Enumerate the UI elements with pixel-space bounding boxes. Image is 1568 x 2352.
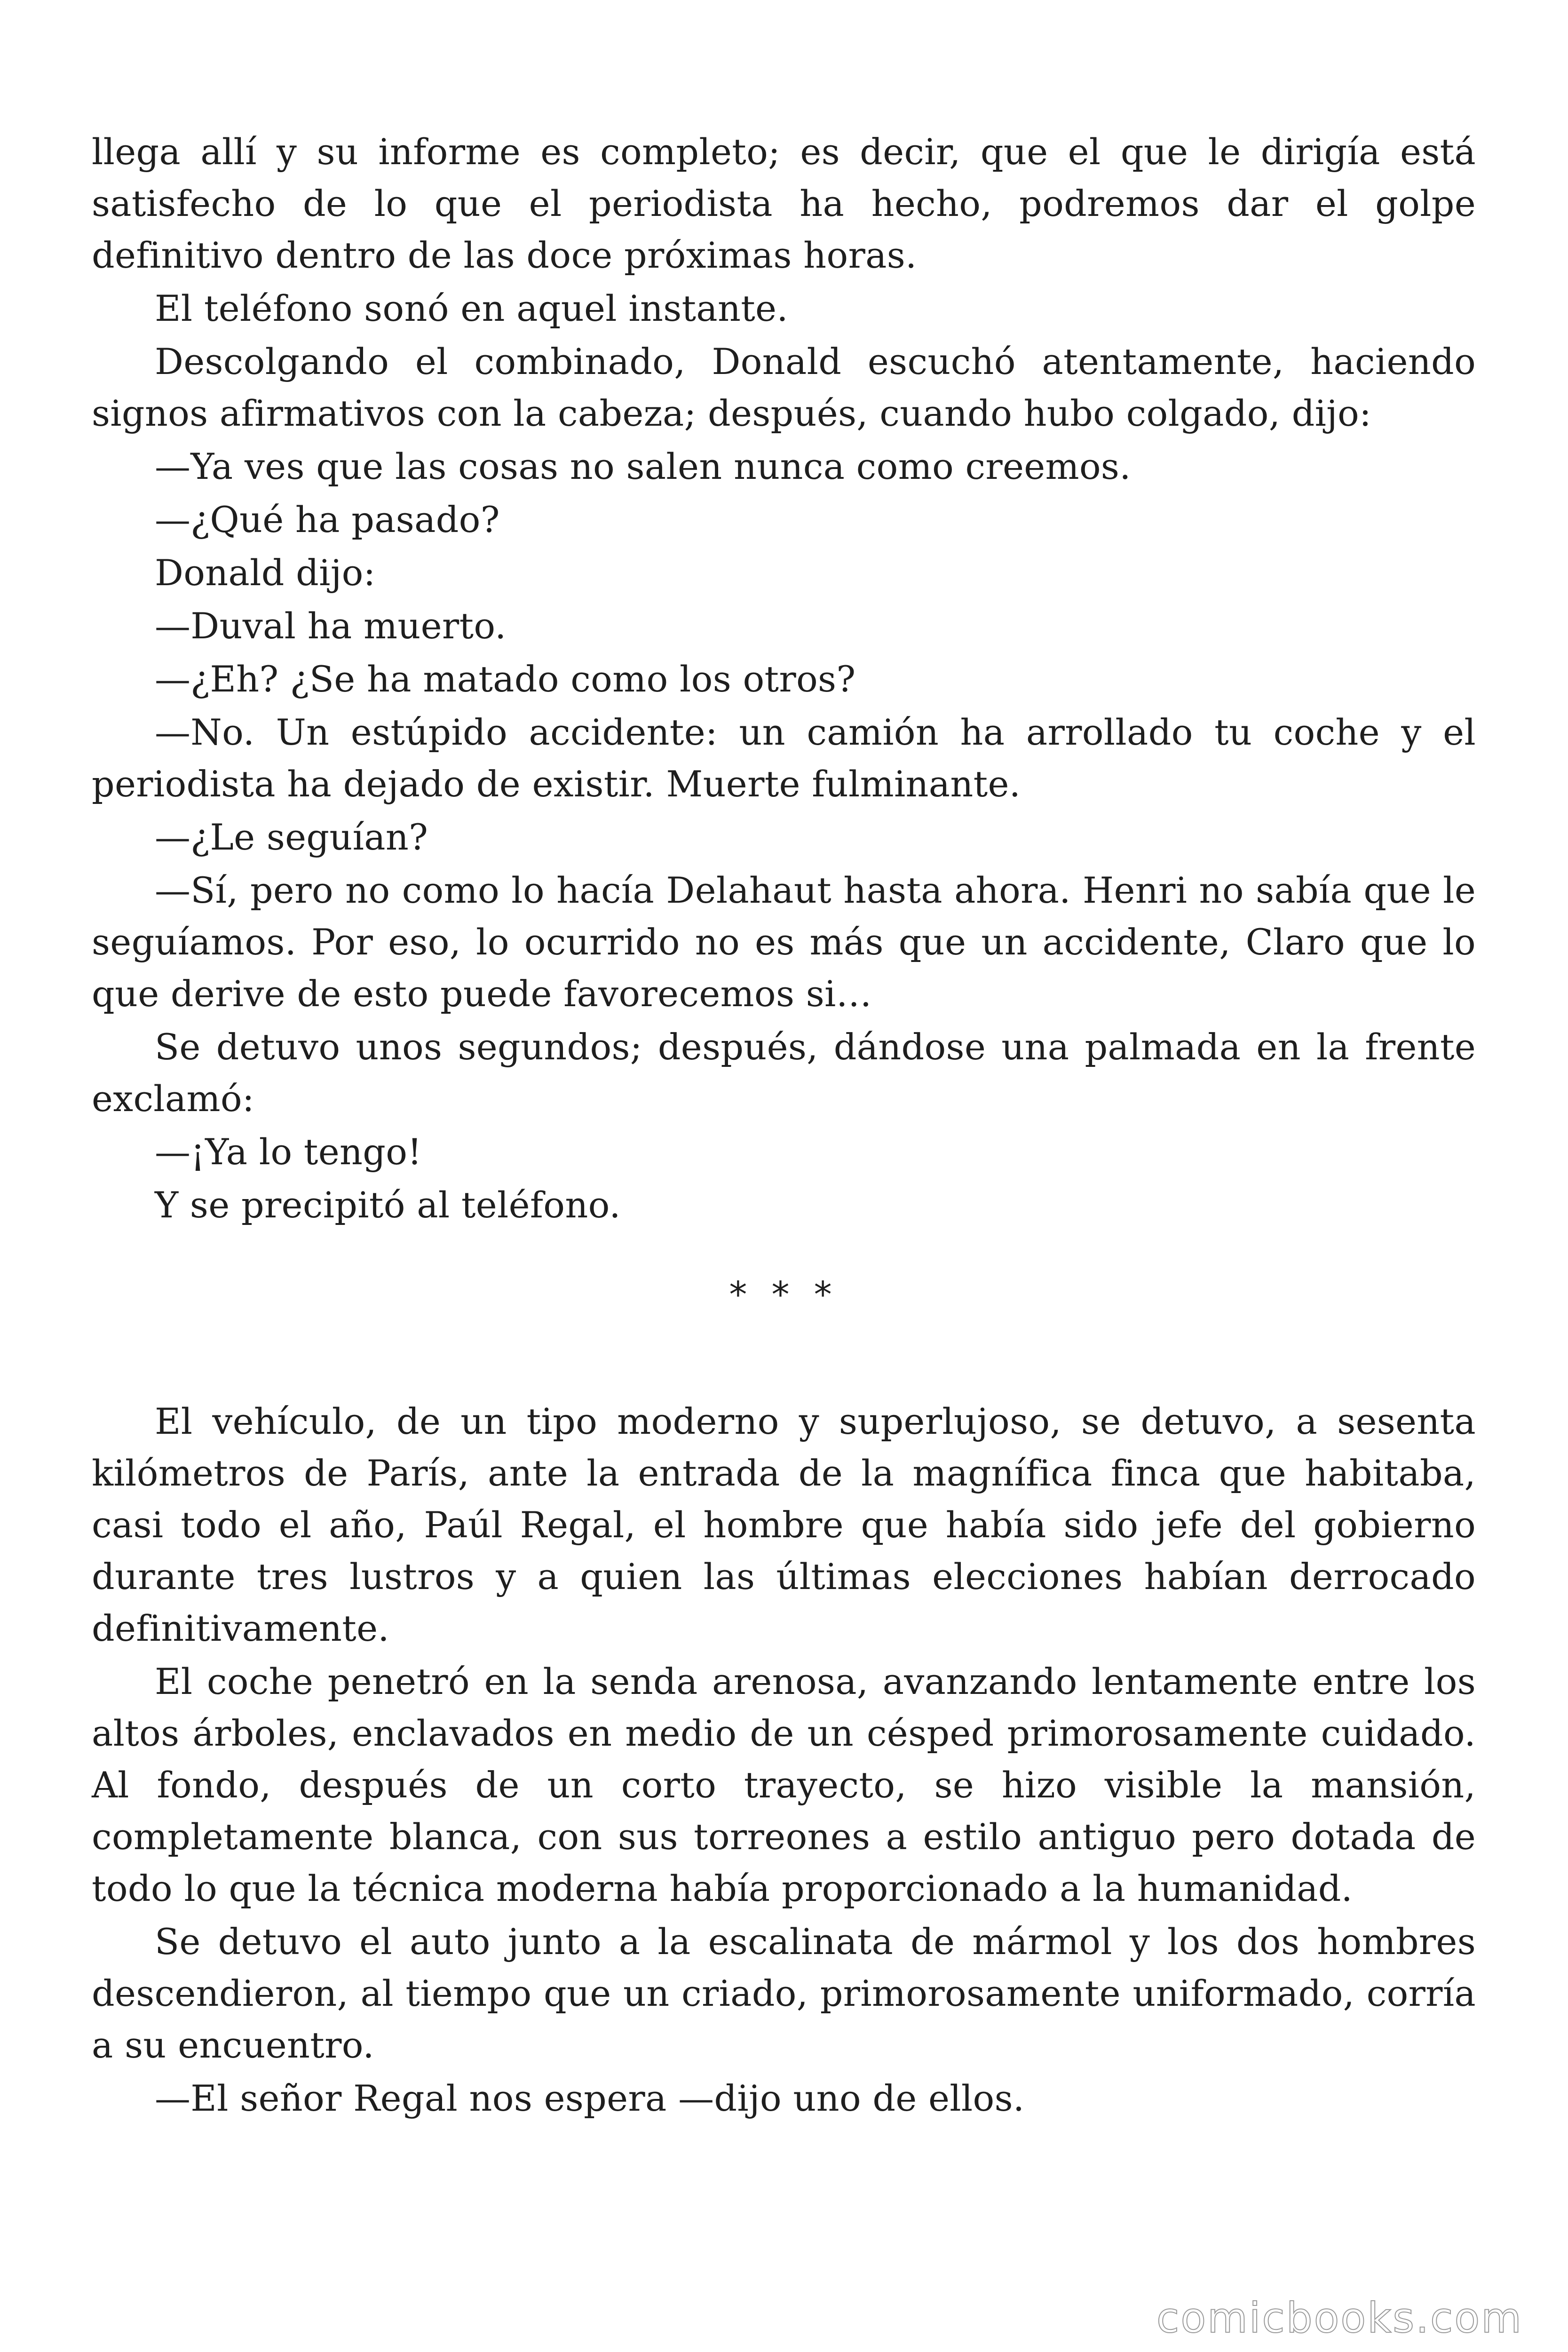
- dialogue-line-8: —¡Ya lo tengo!: [155, 1131, 422, 1173]
- section-separator: * * *: [729, 1273, 839, 1315]
- dialogue-line-3: —Duval ha muerto.: [155, 605, 507, 647]
- dialogue-line-5: —No. Un estúpido accidente: un camión ha arrollado tu coche y el periodista ha dejado de existir. Muerte fulminante.: [92, 711, 1476, 805]
- paragraph-1: llega allí y su informe es completo; es decir, que el que le dirigía está satisfecho de lo que el periodista ha hecho, podremos dar el golpe definitivo dentro de las doce próximas horas.: [92, 131, 1476, 276]
- dialogue-line-4: —¿Eh? ¿Se ha matado como los otros?: [155, 658, 856, 700]
- paragraph-telefono: Y se precipitó al teléfono.: [155, 1184, 621, 1226]
- dialogue-line-9: —El señor Regal nos espera —dijo uno de ellos.: [155, 2077, 1025, 2119]
- dialogue-line-6: —¿Le seguían?: [155, 816, 428, 858]
- dialogue-line-7: —Sí, pero no como lo hacía Delahaut hasta ahora. Henri no sabía que le seguíamos. Por eso, lo ocurrido no es más que un accidente, Claro que lo que derive de esto puede favorecemos si…: [92, 869, 1476, 1015]
- paragraph-3: Descolgando el combinado, Donald escuchó atentamente, haciendo signos afirmativos con la cabeza; después, cuando hubo colgado, dijo:: [92, 341, 1476, 434]
- paragraph-auto: Se detuvo el auto junto a la escalinata de mármol y los dos hombres descendieron, al tiempo que un criado, primorosamente uniformado, corría a su encuentro.: [92, 1921, 1476, 2066]
- watermark-logo: comicbooks.com: [1156, 2294, 1523, 2342]
- paragraph-vehiculo: El vehículo, de un tipo moderno y superlujoso, se detuvo, a sesenta kilómetros de París, ante la entrada de la magnífica finca que habitaba, casi todo el año, Paúl Regal, el hombre que había sido jefe del gobierno durante tres lustros y a quien las últimas elecciones habían derrocado definitivamente.: [92, 1400, 1476, 1649]
- paragraph-2: El teléfono sonó en aquel instante.: [155, 287, 788, 329]
- paragraph-se-detuvo: Se detuvo unos segundos; después, dándose una palmada en la frente exclamó:: [92, 1026, 1476, 1120]
- document-page: [92, 126, 1476, 2126]
- paragraph-donald-dijo: Donald dijo:: [155, 552, 376, 594]
- dialogue-line-1: —Ya ves que las cosas no salen nunca como creemos.: [155, 445, 1131, 487]
- paragraph-coche: El coche penetró en la senda arenosa, avanzando lentamente entre los altos árboles, enclavados en medio de un césped primorosamente cuidado. Al fondo, después de un corto trayecto, se hizo visible la mansión, completamente blanca, con sus torreones a estilo antiguo pero dotada de todo lo que la técnica moderna había proporcionado a la humanidad.: [92, 1661, 1476, 1909]
- dialogue-line-2: —¿Qué ha pasado?: [155, 499, 500, 540]
